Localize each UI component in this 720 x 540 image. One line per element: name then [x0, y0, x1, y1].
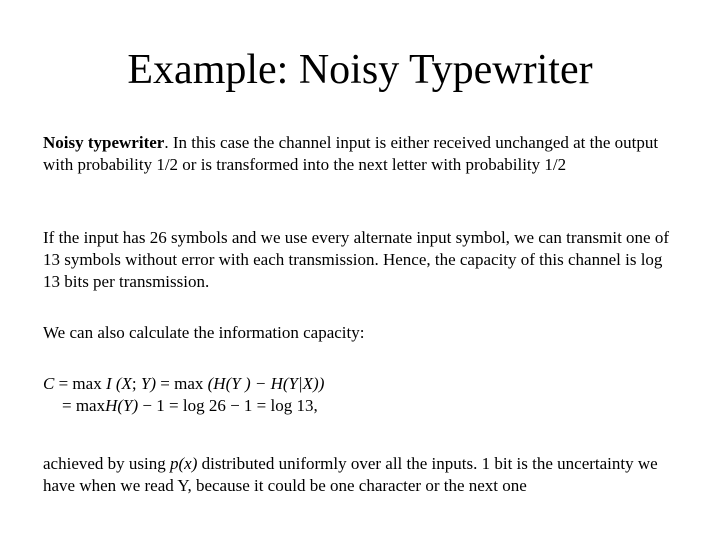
- para5-post: distributed uniformly over all the inputs. 1 bit is the uncertainty we have when we read Y, because it could be one character or the next one: [43, 454, 658, 495]
- eq-max-1: = max: [54, 374, 106, 393]
- eq-mutual-info-x: I (X: [105, 374, 132, 393]
- eq-max-3: = max: [62, 396, 106, 415]
- capacity-intro-paragraph: We can also calculate the information capacity:: [43, 323, 365, 342]
- eq-mutual-info-y: Y): [140, 374, 157, 393]
- slide-title: Example: Noisy Typewriter: [127, 47, 593, 93]
- capacity-equation: [43, 373, 683, 417]
- uniform-distribution-paragraph: [43, 453, 683, 497]
- eq-entropy-difference: (H(Y ) − H(Y|X)): [207, 374, 325, 393]
- equation-line-1: [43, 373, 683, 395]
- term-noisy-typewriter: Noisy typewriter: [43, 133, 165, 152]
- para5-pre: achieved by using: [43, 454, 170, 473]
- eq-entropy-y: H(Y): [105, 396, 139, 415]
- equation-line-2: [43, 395, 683, 417]
- eq-result: − 1 = log 26 − 1 = log 13,: [138, 396, 318, 415]
- definition-paragraph: [43, 132, 683, 176]
- eq-max-2: = max: [156, 374, 208, 393]
- definition-text: . In this case the channel input is either received unchanged at the output with probability 1/2 or is transformed into the next letter with probability 1/2: [43, 133, 659, 174]
- alternate-symbol-paragraph: If the input has 26 symbols and we use every alternate input symbol, we can transmit one of 13 symbols without error with each transmission. Hence, the capacity of this channel is log 13 bits per transmission.: [43, 228, 670, 291]
- eq-capacity-symbol: C: [43, 374, 55, 393]
- eq-semicolon: ;: [131, 374, 141, 393]
- para5-px: p(x): [170, 454, 198, 473]
